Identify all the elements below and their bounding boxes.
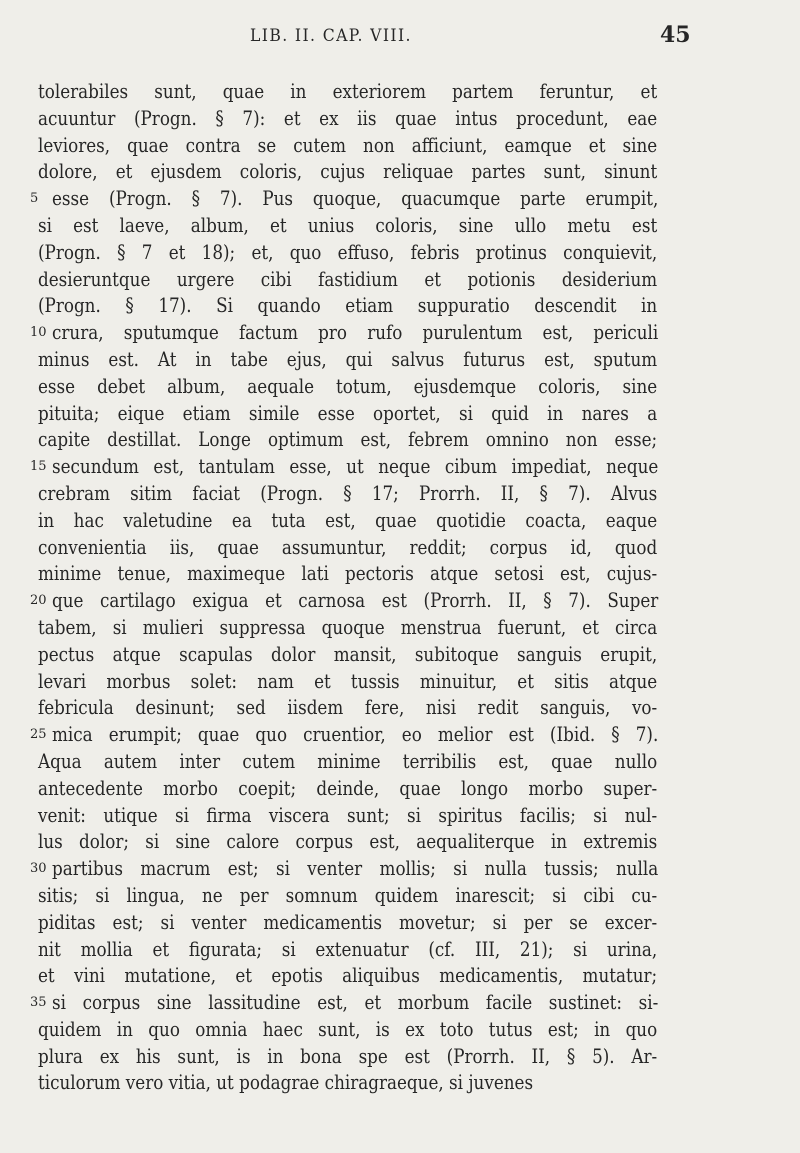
text-line bbox=[0, 508, 800, 535]
text-line bbox=[0, 133, 800, 160]
line-text: crura, sputumque factum pro rufo purulentum est, periculi bbox=[52, 321, 659, 345]
line-text: minime tenue, maximeque lati pectoris atque setosi est, cujus- bbox=[38, 562, 658, 586]
text-line bbox=[0, 347, 800, 374]
line-text: (Progn. § 7 et 18); et, quo effuso, febris protinus conquievit, bbox=[38, 240, 658, 264]
text-line bbox=[0, 642, 800, 669]
text-line bbox=[0, 910, 800, 937]
line-text: et vini mutatione, et epotis aliquibus medicamentis, mutatur; bbox=[38, 964, 658, 988]
line-number: 15 bbox=[30, 459, 47, 475]
line-text: lus dolor; si sine calore corpus est, aequaliterque in extremis bbox=[38, 830, 658, 854]
line-text: (Progn. § 17). Si quando etiam suppuratio descendit in bbox=[38, 294, 658, 318]
line-text: mica erumpit; quae quo cruentior, eo melior est (Ibid. § 7). bbox=[52, 723, 659, 747]
line-number: 5 bbox=[30, 191, 39, 207]
text-line bbox=[0, 293, 800, 320]
line-text: acuuntur (Progn. § 7): et ex iis quae intus procedunt, eae bbox=[38, 106, 658, 130]
line-text: febricula desinunt; sed iisdem fere, nisi redit sanguis, vo- bbox=[38, 696, 658, 720]
line-text: minus est. At in tabe ejus, qui salvus futurus est, sputum bbox=[38, 347, 658, 371]
text-line bbox=[0, 1017, 800, 1044]
text-line bbox=[0, 615, 800, 642]
text-line bbox=[0, 883, 800, 910]
line-text: crebram sitim faciat (Progn. § 17; Prorrh. II, § 7). Alvus bbox=[38, 481, 658, 505]
running-head: LIB. II. CAP. VIII. bbox=[250, 26, 412, 46]
text-line bbox=[0, 535, 800, 562]
line-text: sitis; si lingua, ne per somnum quidem inarescit; si cibi cu- bbox=[38, 883, 658, 907]
line-text: capite destillat. Longe optimum est, febrem omnino non esse; bbox=[38, 428, 658, 452]
text-line bbox=[0, 374, 800, 401]
text-line bbox=[0, 213, 800, 240]
text-line bbox=[0, 829, 800, 856]
text-line bbox=[0, 240, 800, 267]
body-text bbox=[0, 79, 800, 1097]
line-text: plura ex his sunt, is in bona spe est (Prorrh. II, § 5). Ar- bbox=[38, 1044, 658, 1068]
text-line bbox=[0, 454, 800, 481]
text-line bbox=[0, 186, 800, 213]
line-number: 30 bbox=[30, 861, 47, 877]
line-text: pituita; eique etiam simile esse oportet, si quid in nares a bbox=[38, 401, 658, 425]
text-line bbox=[0, 427, 800, 454]
line-text: levari morbus solet: nam et tussis minuitur, et sitis atque bbox=[38, 669, 658, 693]
line-text: Aqua autem inter cutem minime terribilis est, quae nullo bbox=[38, 749, 658, 773]
line-text: convenientia iis, quae assumuntur, reddit; corpus id, quod bbox=[38, 535, 658, 559]
line-text: ticulorum vero vitia, ut podagrae chiragraeque, si juvenes bbox=[38, 1071, 534, 1095]
text-line bbox=[0, 990, 800, 1017]
line-number: 25 bbox=[30, 727, 47, 743]
text-line bbox=[0, 1044, 800, 1071]
line-text: si est laeve, album, et unius coloris, sine ullo metu est bbox=[38, 213, 658, 237]
line-text: tolerabiles sunt, quae in exteriorem partem feruntur, et bbox=[38, 80, 658, 103]
text-line bbox=[0, 320, 800, 347]
line-text: si corpus sine lassitudine est, et morbum facile sustinet: si- bbox=[52, 991, 659, 1015]
text-line bbox=[0, 561, 800, 588]
line-text: in hac valetudine ea tuta est, quae quotidie coacta, eaque bbox=[38, 508, 658, 532]
text-line bbox=[0, 401, 800, 428]
line-text: dolore, et ejusdem coloris, cujus reliquae partes sunt, sinunt bbox=[38, 160, 658, 184]
text-line bbox=[0, 937, 800, 964]
text-line bbox=[0, 856, 800, 883]
line-number: 10 bbox=[30, 325, 47, 341]
line-text: partibus macrum est; si venter mollis; si nulla tussis; nulla bbox=[52, 857, 659, 881]
line-text: desieruntque urgere cibi fastidium et potionis desiderium bbox=[38, 267, 658, 291]
text-line bbox=[0, 776, 800, 803]
text-line bbox=[0, 588, 800, 615]
line-text: quidem in quo omnia haec sunt, is ex toto tutus est; in quo bbox=[38, 1017, 658, 1041]
line-text: secundum est, tantulam esse, ut neque cibum impediat, neque bbox=[52, 455, 659, 479]
text-line bbox=[0, 267, 800, 294]
line-text: pectus atque scapulas dolor mansit, subitoque sanguis erupit, bbox=[38, 642, 658, 666]
text-line bbox=[0, 106, 800, 133]
text-line bbox=[0, 695, 800, 722]
line-text: esse (Progn. § 7). Pus quoque, quacumque parte erumpit, bbox=[52, 187, 659, 211]
line-text: tabem, si mulieri suppressa quoque menstrua fuerunt, et circa bbox=[38, 615, 658, 639]
text-line bbox=[0, 481, 800, 508]
text-line bbox=[0, 803, 800, 830]
line-text: que cartilago exigua et carnosa est (Prorrh. II, § 7). Super bbox=[52, 589, 659, 613]
text-line bbox=[0, 1070, 800, 1097]
line-text: leviores, quae contra se cutem non afficiunt, eamque et sine bbox=[38, 133, 658, 157]
line-text: nit mollia et figurata; si extenuatur (cf. III, 21); si urina, bbox=[38, 937, 658, 961]
line-text: esse debet album, aequale totum, ejusdemque coloris, sine bbox=[38, 374, 658, 398]
text-line bbox=[0, 669, 800, 696]
line-number: 35 bbox=[30, 995, 47, 1011]
text-line bbox=[0, 79, 800, 106]
line-number: 20 bbox=[30, 593, 47, 609]
text-line bbox=[0, 963, 800, 990]
line-text: piditas est; si venter medicamentis movetur; si per se excer- bbox=[38, 910, 658, 934]
page-header bbox=[0, 22, 800, 52]
line-text: venit: utique si firma viscera sunt; si spiritus facilis; si nul- bbox=[38, 803, 658, 827]
text-line bbox=[0, 159, 800, 186]
text-line bbox=[0, 722, 800, 749]
page-number: 45 bbox=[660, 22, 691, 48]
text-line bbox=[0, 749, 800, 776]
line-text: antecedente morbo coepit; deinde, quae longo morbo super- bbox=[38, 776, 658, 800]
